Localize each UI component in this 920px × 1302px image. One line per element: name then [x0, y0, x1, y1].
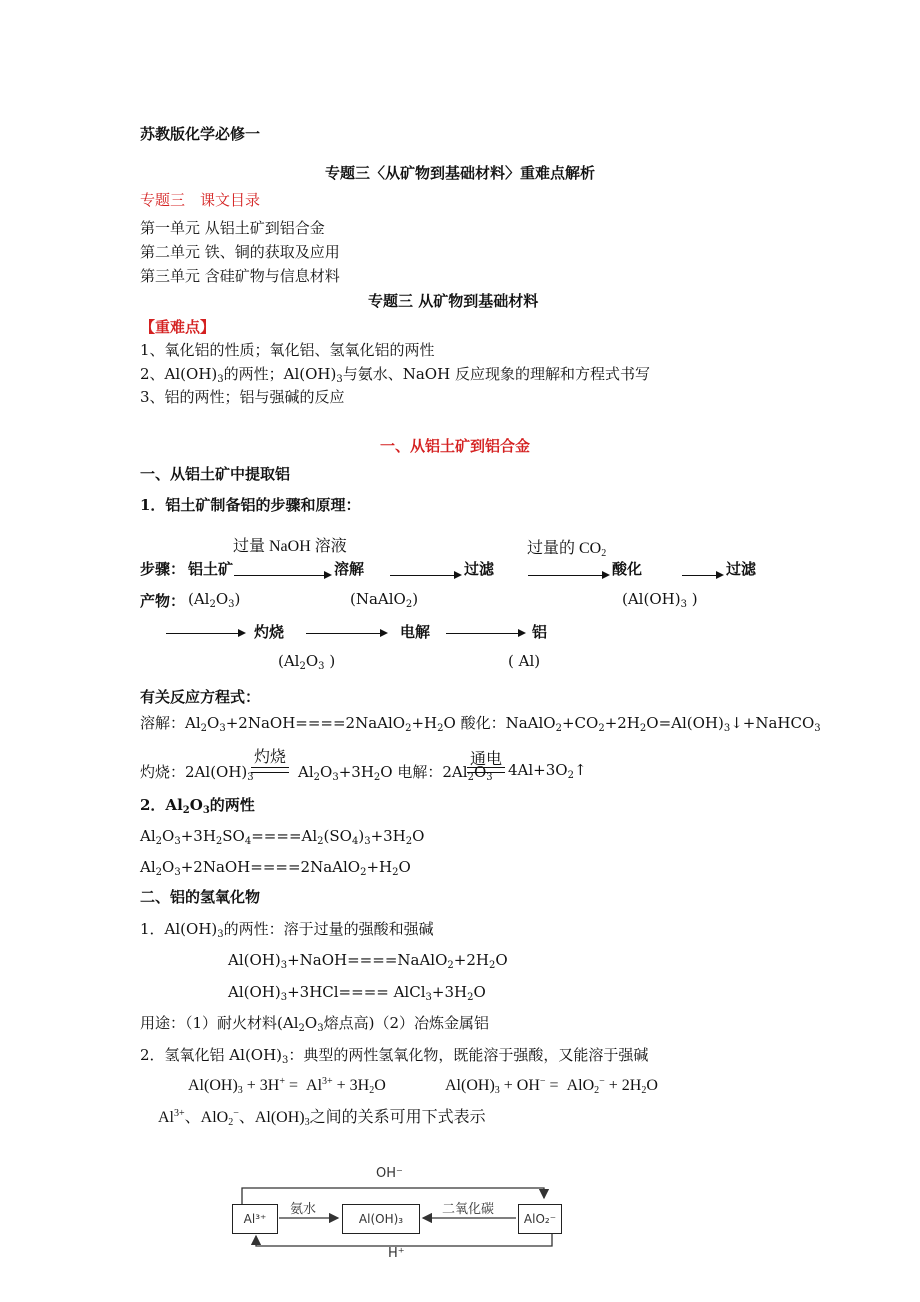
flow-step-burn: 灼烧: [254, 623, 285, 641]
eq-burn-sign: [251, 767, 289, 773]
cond-elec: 通电: [469, 749, 502, 768]
flow-steps-label: 步骤：: [140, 560, 186, 578]
section1-title: 一、从铝土矿到铝合金: [380, 437, 531, 455]
relation-line: $Al^{3+}$、AlO$_2$−、$Al(OH)_3$之间的关系可用下式表示: [158, 1108, 486, 1128]
key-points-label: 【重难点】: [140, 318, 216, 336]
conversion-diagram: [226, 1160, 566, 1260]
section2-title: 二、铝的氢氧化物: [140, 888, 261, 906]
flow-products-label: 产物：: [140, 592, 186, 610]
section1-sub1-2: 2．$Al_2O_3$的两性: [140, 796, 255, 816]
top-arrow-path: [242, 1188, 544, 1204]
prod-al2o3-a: $(Al_2O_3)$: [188, 590, 241, 610]
flow-arrow-4: [682, 575, 722, 576]
cond-naoh: 过量 NaOH 溶液: [233, 538, 347, 555]
flow-step-al: 铝: [532, 623, 548, 641]
section2-item1: 1．$Al(OH)_3$的两性：溶于过量的强酸和强碱: [140, 920, 434, 940]
label-co2: 二氧化碳: [442, 1202, 495, 1217]
bottom-arrow-path: [256, 1234, 552, 1246]
prod-aloh3: ($Al(OH)_3$ ): [622, 590, 698, 610]
eq-heading: 有关反应方程式：: [140, 688, 261, 706]
prod-al2o3-b: ($Al_2O_3$ ): [278, 652, 336, 672]
eq-aloh3-acid: $Al(OH)_3+3HCl====$ $AlCl_3+3H_2O$: [228, 983, 486, 1003]
prod-naalo2: (NaAlO$_2$): [350, 590, 419, 610]
toc-unit-3: 第三单元 含硅矿物与信息材料: [140, 267, 340, 285]
flow-step-dissolve: 溶解: [334, 560, 365, 578]
section1-sub1: 一、从铝土矿中提取铝: [140, 465, 291, 483]
flow-arrow-2: [390, 575, 460, 576]
label-h: H⁺: [388, 1246, 405, 1261]
label-oh: OH⁻: [376, 1166, 403, 1181]
box-alo2: AlO₂⁻: [518, 1204, 562, 1234]
flow-arrow-6: [306, 633, 386, 634]
cond-co2: 过量的 $CO_2$: [527, 540, 607, 559]
eq-al2o3-acid: $Al_2O_3+3H_2SO_4====Al_2(SO_4)_3+3H_2O$: [140, 827, 425, 847]
toc-unit-1: 第一单元 从铝土矿到铝合金: [140, 219, 325, 237]
main-title: 专题三〈从矿物到基础材料〉重难点解析: [324, 164, 595, 182]
flow-arrow-5: [166, 633, 244, 634]
flow-step-ore: 铝土矿: [188, 560, 234, 578]
label-ammonia: 氨水: [290, 1202, 317, 1217]
ionic-eq-acid: $Al(OH)_3 + 3H^+ = Al^{3+} + 3H_2O$: [188, 1076, 386, 1096]
flow-arrow-3: [528, 575, 608, 576]
flow-step-electrolysis: 电解: [400, 623, 431, 641]
eq-burn-left: 灼烧：$2Al(OH)_3$: [140, 763, 254, 783]
topic-title: 专题三 从矿物到基础材料: [368, 292, 539, 310]
toc-heading: 专题三 课文目录: [140, 191, 261, 209]
key-point-2: 2、$Al(OH)_3$的两性；$Al(OH)_3$与氨水、NaOH 反应现象的理解和方程式书写: [140, 365, 650, 385]
flow-step-acidify: 酸化: [612, 560, 643, 578]
box-aloh3: Al(OH)₃: [342, 1204, 420, 1234]
section1-sub1-1: 1．铝土矿制备铝的步骤和原理：: [140, 496, 361, 514]
key-point-1: 1、氧化铝的性质；氧化铝、氢氧化铝的两性: [140, 341, 435, 359]
eq-al2o3-base: $Al_2O_3+2NaOH====2NaAlO_2+H_2O$: [140, 858, 411, 878]
eq-elec-right: $4Al+3O_2↑$: [508, 761, 587, 781]
ionic-eq-base: $Al(OH)_3 + OH^- = AlO_2^- + 2H_2O$: [445, 1076, 658, 1096]
key-point-3: 3、铝的两性；铝与强碱的反应: [140, 388, 345, 406]
flow-step-filter2: 过滤: [726, 560, 757, 578]
box-al3: Al³⁺: [232, 1204, 278, 1234]
section2-item2: 2．氢氧化铝 $Al(OH)_3$：典型的两性氢氧化物，既能溶于强酸，又能溶于强碱: [140, 1046, 649, 1066]
flow-step-filter: 过滤: [464, 560, 495, 578]
eq-burn-right: $Al_2O_3+3H_2O$ 电解：$2Al_2O_3$: [298, 763, 493, 783]
section2-uses: 用途：（1）耐火材料($Al_2O_3$熔点高)（2）冶炼金属铝: [140, 1014, 489, 1034]
prod-al: ( Al): [508, 652, 541, 670]
flow-arrow-1: [234, 575, 330, 576]
cond-burn: 灼烧: [253, 747, 286, 766]
flow-arrow-7: [446, 633, 524, 634]
eq-aloh3-base: $Al(OH)_3+NaOH====NaAlO_2+2H_2O$: [228, 951, 508, 971]
doc-header: 苏教版化学必修一: [140, 125, 261, 143]
toc-unit-2: 第二单元 铁、铜的获取及应用: [140, 243, 340, 261]
eq-dissolve-acidify: 溶解：$Al_2O_3+2NaOH====2NaAlO_2+H_2O$ 酸化：$NaAlO_2+CO_2+2H_2O=Al(OH)_3↓+NaHCO_3$: [140, 714, 821, 734]
